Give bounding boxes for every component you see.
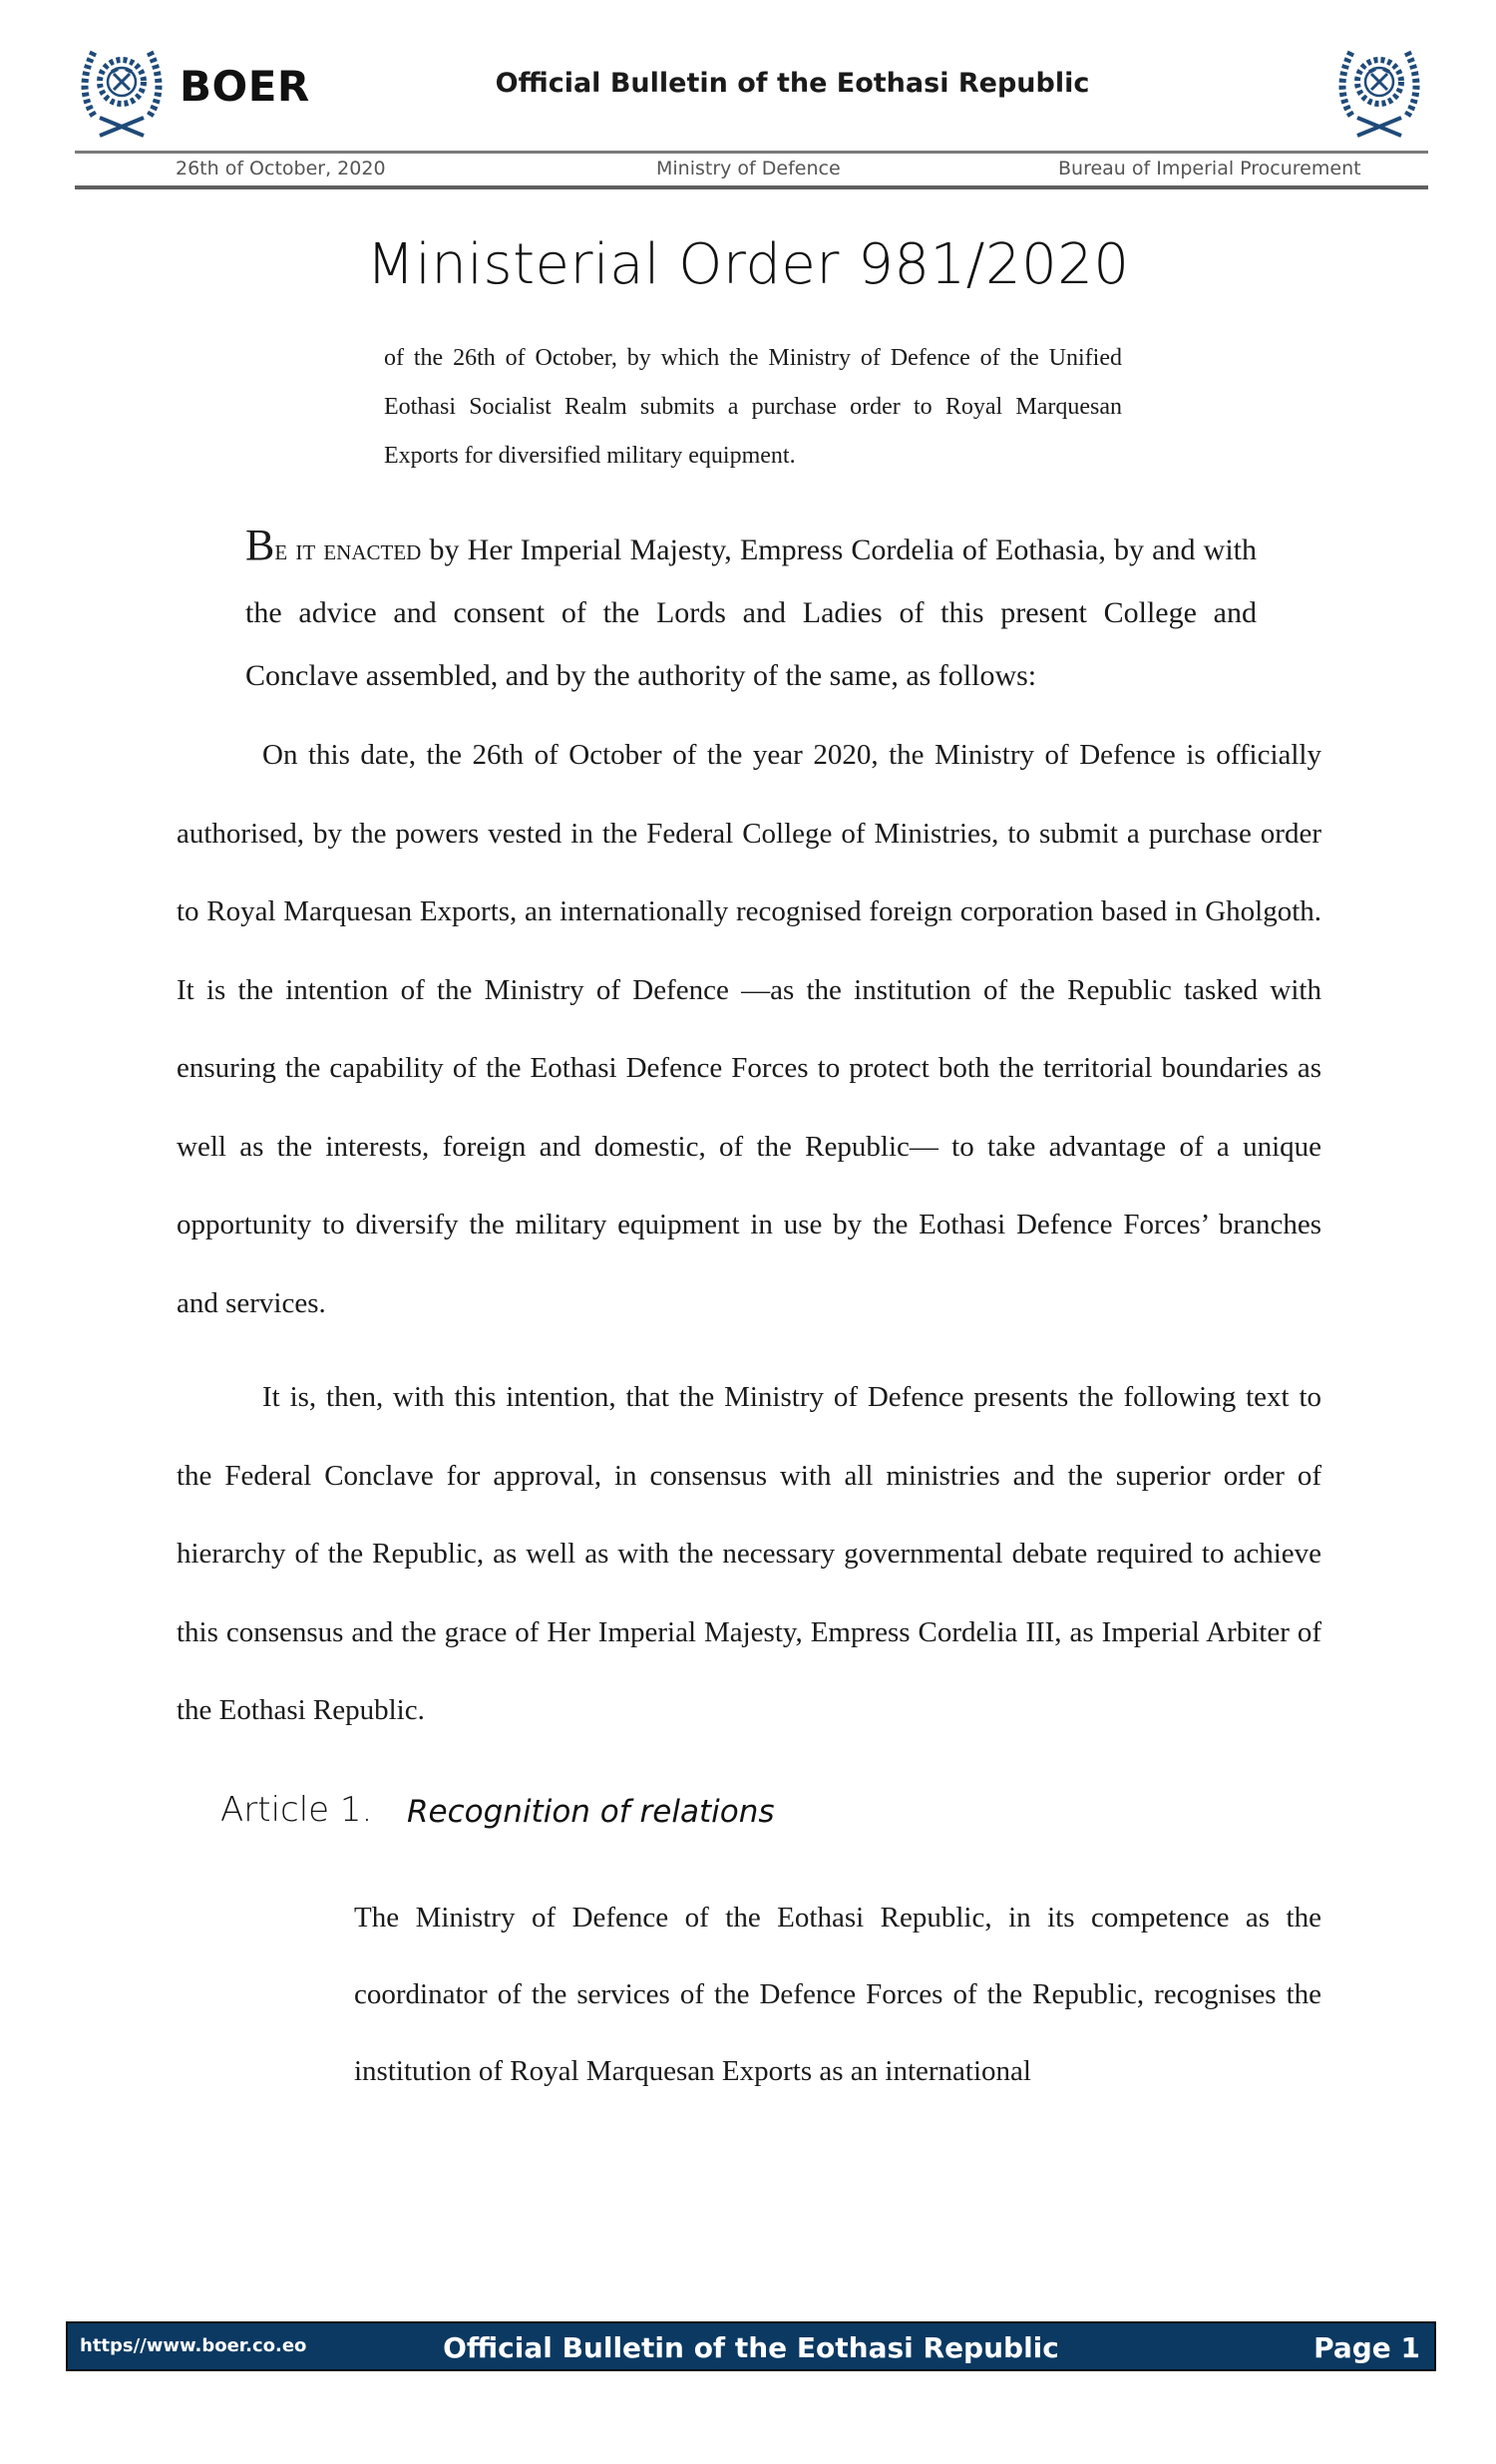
- enactment-clause: [245, 519, 1257, 707]
- issuing-bureau: Bureau of Imperial Procurement: [1058, 158, 1361, 179]
- header-divider-bottom: [75, 185, 1428, 189]
- page-footer: [66, 2321, 1436, 2371]
- body-paragraph: It is, then, with this intention, that the Ministry of Defence presents the following text to the Federal Conclave for approval, in consensus with all ministries and the superior order of hierarchy of the Republic, as well as with the necessary governmental debate required to achieve this consensus and the grace of Her Imperial Majesty, Empress Cordelia III, as Imperial Arbiter of the Eothasi Republic.: [177, 1381, 1321, 1726]
- footer-url-link[interactable]: https//www.boer.co.eo: [80, 2335, 307, 2356]
- issue-date: 26th of October, 2020: [176, 158, 386, 179]
- order-subtitle: of the 26th of October, by which the Ministry of Defence of the Unified Eothasi Socialist Realm submits a purchase order to Royal Marquesan Exports for diversified military equipment.: [384, 345, 1122, 469]
- page-number: Page 1: [1313, 2331, 1420, 2364]
- order-title: Ministerial Order 981/2020: [366, 232, 1130, 297]
- footer-title: Official Bulletin of the Eothasi Republic: [443, 2331, 1059, 2364]
- article-number: Article 1.: [220, 1790, 373, 1830]
- issuing-ministry: Ministry of Defence: [656, 158, 841, 179]
- header-divider-top: [75, 151, 1428, 154]
- article-heading: [220, 1790, 775, 1830]
- brand-logo-text: BOER: [180, 62, 310, 111]
- enactment-initial: B: [245, 521, 275, 569]
- enactment-small-caps: e it enacted: [274, 533, 422, 566]
- article-name: Recognition of relations: [407, 1794, 775, 1830]
- enactment-text: by Her Imperial Majesty, Empress Cordelia of Eothasia, by and with the advice and consent of the Lords and Ladies of this present College and Conclave assembled, and by the authority of the same, as follows:: [245, 533, 1257, 692]
- article-text: The Ministry of Defence of the Eothasi Republic, in its competence as the coordinator of the services of the Defence Forces of the Republic, recognises the institution of Royal Marquesan Exports as an international: [354, 1902, 1321, 2087]
- body-paragraph: On this date, the 26th of October of the year 2020, the Ministry of Defence is officially authorised, by the powers vested in the Federal College of Ministries, to submit a purchase order to Royal Marquesan Exports, an internationally recognised foreign corporation based in Gholgoth. It is the intention of the Ministry of Defence —as the institution of the Republic tasked with ensuring the capability of the Eothasi Defence Forces to protect both the territorial boundaries as well as the interests, foreign and domestic, of the Republic— to take advantage of a unique opportunity to diversify the military equipment in use by the Eothasi Defence Forces’ branches and services.: [177, 739, 1321, 1319]
- bulletin-header-title: Official Bulletin of the Eothasi Republic: [495, 68, 1090, 99]
